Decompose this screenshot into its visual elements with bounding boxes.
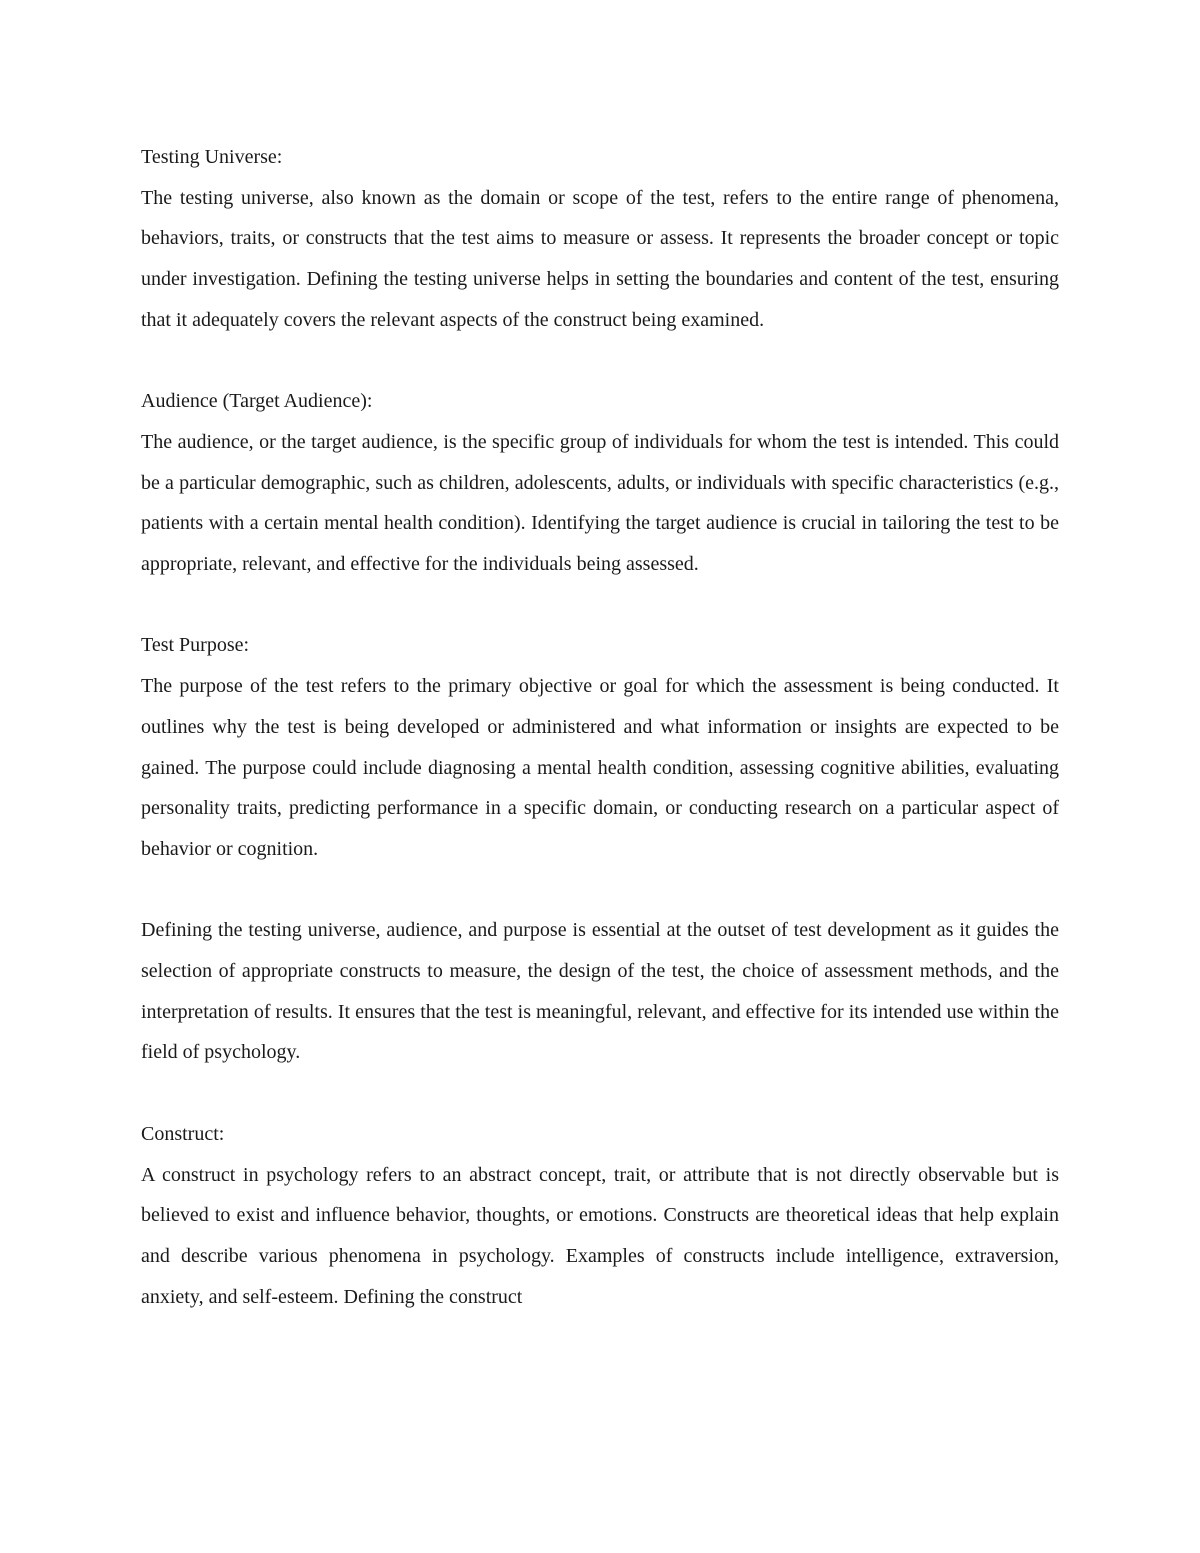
section-summary <box>141 910 1059 1073</box>
section-heading: Testing Universe: <box>141 146 283 168</box>
paragraph-gap <box>141 1073 1059 1114</box>
section-paragraph: A construct in psychology refers to an abstract concept, trait, or attribute that is not directly observable but is believed to exist and influence behavior, thoughts, or emotions. Constructs are theoretical ideas that help explain and describe various phenomena in psychology. Examples of constructs include intelligence, extraversion, anxiety, and self-esteem. Defining the construct <box>141 1163 1059 1308</box>
section-heading: Test Purpose: <box>141 634 250 657</box>
section-paragraph: The audience, or the target audience, is the specific group of individuals for whom the test is intended. This could be a particular demographic, such as children, adolescents, adults, or individuals with specific characteristics (e.g., patients with a certain mental health condition). Identifying the target audience is crucial in tailoring the test to be appropriate, relevant, and effective for the individuals being assessed. <box>141 430 1059 576</box>
section-test-purpose <box>141 625 1059 869</box>
section-paragraph: The testing universe, also known as the domain or scope of the test, refers to the entire range of phenomena, behaviors, traits, or constructs that the test aims to measure or assess. It represents the broader concept or topic under investigation. Defining the testing universe helps in setting the boundaries and content of the test, ensuring that it adequately covers the relevant aspects of the construct being examined. <box>141 186 1059 331</box>
section-heading: Construct: <box>141 1122 225 1145</box>
section-testing-universe <box>141 137 1059 341</box>
section-audience <box>141 381 1059 585</box>
paragraph-gap <box>141 870 1059 911</box>
section-construct <box>141 1114 1059 1318</box>
section-heading: Audience (Target Audience): <box>141 390 373 413</box>
document-body <box>141 137 1059 1317</box>
paragraph-gap <box>141 585 1059 626</box>
section-paragraph: Defining the testing universe, audience, and purpose is essential at the outset of test development as it guides the selection of appropriate constructs to measure, the design of the test, the choice of assessment methods, and the interpretation of results. It ensures that the test is meaningful, relevant, and effective for its intended use within the field of psychology. <box>141 919 1059 1064</box>
paragraph-gap <box>141 341 1059 382</box>
section-paragraph: The purpose of the test refers to the primary objective or goal for which the assessment is being conducted. It outlines why the test is being developed or administered and what information or insights are expected to be gained. The purpose could include diagnosing a mental health condition, assessing cognitive abilities, evaluating personality traits, predicting performance in a specific domain, or conducting research on a particular aspect of behavior or cognition. <box>141 675 1059 860</box>
